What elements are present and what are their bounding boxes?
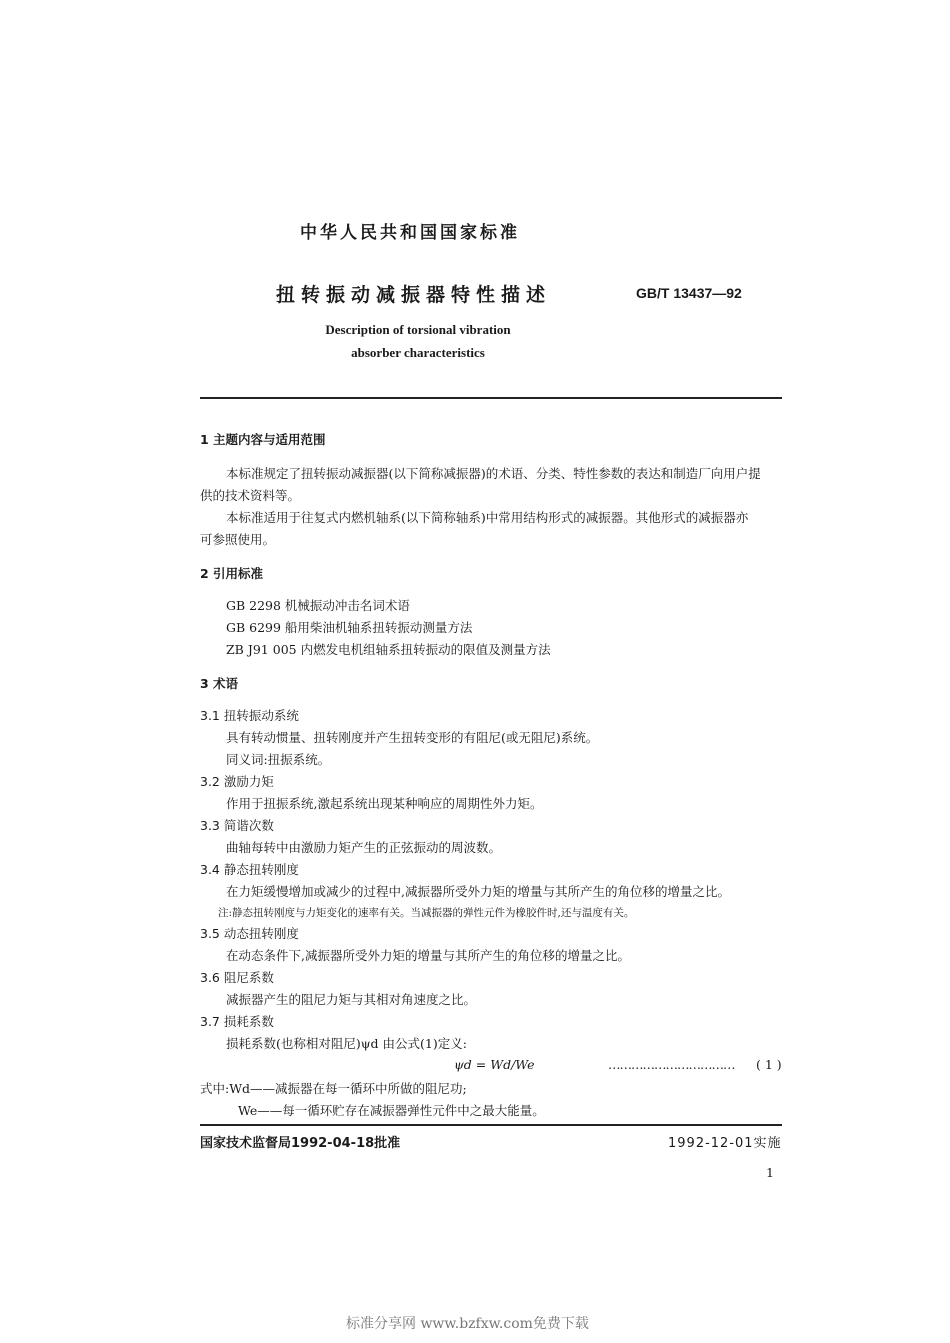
english-title-line2: absorber characteristics [351, 345, 485, 360]
section-1-para2-line1: 本标准适用于往复式内燃机轴系(以下简称轴系)中常用结构形式的减振器。其他形式的减振器亦 [226, 510, 749, 525]
approval-date: 国家技术监督局1992-04-18批准 [200, 1136, 401, 1151]
term-3-6-definition: 减振器产生的阻尼力矩与其相对角速度之比。 [226, 992, 477, 1007]
term-3-2-title: 3.2 激励力矩 [200, 774, 274, 789]
term-3-4-definition: 在力矩缓慢增加或减少的过程中,减振器所受外力矩的增量与其所产生的角位移的增量之比。 [226, 884, 730, 899]
watermark: 标准分享网 www.bzfxw.com免费下载 [346, 1316, 589, 1332]
where-we: We——每一循环贮存在减振器弹性元件中之最大能量。 [238, 1103, 545, 1118]
implementation-date: 1992-12-01实施 [668, 1136, 782, 1151]
term-3-1-definition: 具有转动惯量、扭转刚度并产生扭转变形的有阻尼(或无阻尼)系统。 [226, 730, 599, 745]
section-1-heading: 1 主题内容与适用范围 [200, 432, 326, 447]
header-divider [200, 397, 782, 399]
term-3-7-title: 3.7 损耗系数 [200, 1014, 274, 1029]
section-1-para2-line2: 可参照使用。 [200, 532, 276, 547]
term-3-3-title: 3.3 简谐次数 [200, 818, 274, 833]
national-standard-heading: 中华人民共和国国家标准 [300, 223, 520, 243]
footer-divider [200, 1124, 782, 1126]
term-3-7-definition: 损耗系数(也称相对阻尼)ψd 由公式(1)定义: [226, 1036, 467, 1051]
document-title: 扭转振动减振器特性描述 [276, 284, 552, 306]
where-wd: 式中:Wd——减振器在每一循环中所做的阻尼功; [200, 1081, 467, 1096]
term-3-5-title: 3.5 动态扭转刚度 [200, 926, 299, 941]
term-3-1-title: 3.1 扭转振动系统 [200, 708, 299, 723]
section-1-para1-line2: 供的技术资料等。 [200, 488, 301, 503]
reference-item: GB 2298 机械振动冲击名词术语 [226, 598, 410, 613]
term-3-4-title: 3.4 静态扭转刚度 [200, 862, 299, 877]
term-3-2-definition: 作用于扭振系统,激起系统出现某种响应的周期性外力矩。 [226, 796, 543, 811]
section-2-heading: 2 引用标准 [200, 566, 264, 581]
english-title-line1: Description of torsional vibration [325, 322, 511, 337]
section-1-para1-line1: 本标准规定了扭转振动减振器(以下简称减振器)的术语、分类、特性参数的表达和制造厂向用户提 [226, 466, 761, 481]
formula-number: ( 1 ) [756, 1057, 782, 1072]
term-3-6-title: 3.6 阻尼系数 [200, 970, 274, 985]
term-3-4-note: 注:静态扭转刚度与力矩变化的速率有关。当减振器的弹性元件为橡胶件时,还与温度有关。 [218, 907, 635, 919]
page-number: 1 [766, 1165, 774, 1180]
term-3-3-definition: 曲轴每转中由激励力矩产生的正弦振动的周波数。 [226, 840, 502, 855]
formula-leader-dots: …………………………… [608, 1057, 735, 1072]
reference-item: ZB J91 005 内燃发电机组轴系扭转振动的限值及测量方法 [226, 642, 551, 657]
reference-item: GB 6299 船用柴油机轴系扭转振动测量方法 [226, 620, 473, 635]
term-3-1-synonym: 同义词:扭振系统。 [226, 752, 331, 767]
formula-1: ψd = Wd/We [454, 1057, 535, 1072]
term-3-5-definition: 在动态条件下,减振器所受外力矩的增量与其所产生的角位移的增量之比。 [226, 948, 630, 963]
section-3-heading: 3 术语 [200, 676, 239, 691]
standard-code: GB/T 13437—92 [636, 285, 742, 301]
